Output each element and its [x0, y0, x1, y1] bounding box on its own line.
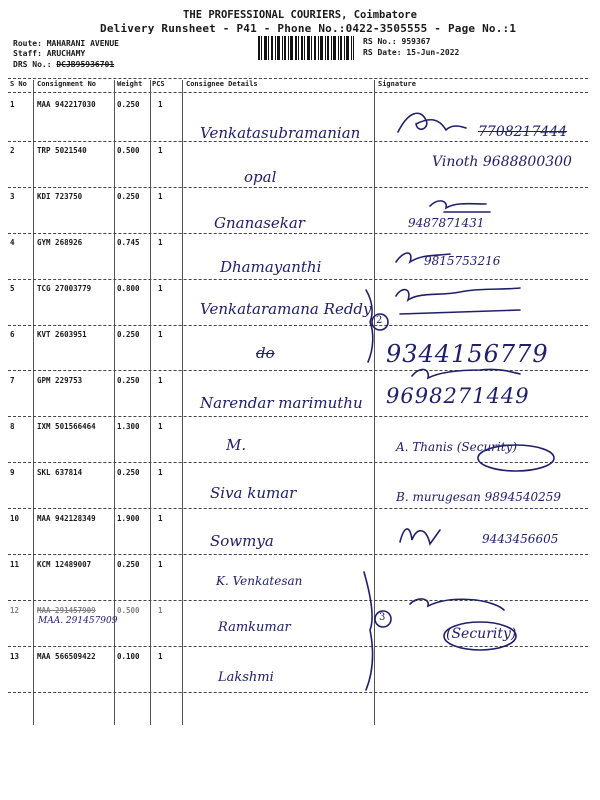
- row-signature: A. Thanis (Security): [396, 440, 518, 454]
- row-weight: 1.300: [117, 422, 140, 431]
- row-consignment: KCM 12489007: [37, 560, 92, 569]
- row-weight: 0.745: [117, 238, 140, 247]
- row-sno: 9: [10, 468, 15, 477]
- row-consignee: Siva kumar: [210, 484, 297, 502]
- row-consignment: IXM 501566464: [37, 422, 96, 431]
- row-pcs: 1: [158, 238, 163, 247]
- row-consignment: MAA 291457909: [37, 606, 96, 615]
- col-weight: Weight: [117, 80, 143, 88]
- row-weight: 0.250: [117, 192, 140, 201]
- row-consignee: M.: [226, 436, 247, 454]
- row-pcs: 1: [158, 192, 163, 201]
- row-signature: 9815753216: [424, 254, 501, 268]
- row-rule: [8, 325, 588, 326]
- row-signature: 9443456605: [482, 532, 559, 546]
- row-weight: 1.900: [117, 514, 140, 523]
- rs-number: RS No.: 959367: [363, 37, 431, 46]
- row-signature: 9698271449: [386, 384, 530, 408]
- barcode-icon: [258, 36, 354, 60]
- row-sno: 13: [10, 652, 20, 661]
- row-weight: 0.500: [117, 146, 140, 155]
- drs-value: DCJB95936701: [56, 60, 115, 69]
- row-consignee: Narendar marimuthu: [200, 394, 363, 412]
- row-sno: 10: [10, 514, 20, 523]
- signature-scribble-row-3: [430, 201, 490, 212]
- row-pcs: 1: [158, 514, 163, 523]
- column-divider: [374, 80, 375, 725]
- row-pcs: 1: [158, 606, 163, 615]
- col-signature: Signature: [378, 80, 416, 88]
- row-pcs: 1: [158, 284, 163, 293]
- row-consignee: do: [256, 344, 275, 362]
- runsheet-title: Delivery Runsheet - P41 - Phone No.:0422-3505555 - Page No.:1: [100, 22, 517, 35]
- row-weight: 0.250: [117, 560, 140, 569]
- signature-scribble-row-5: [396, 288, 520, 300]
- route-label: Route: MAHARANI AVENUE: [13, 39, 119, 48]
- row-signature: 9344156779: [386, 340, 549, 368]
- row-consignee: Sowmya: [210, 532, 274, 550]
- row-consignee: Lakshmi: [218, 670, 274, 685]
- group-bracket-rows-11-13: [364, 572, 373, 690]
- row-sno: 12: [10, 606, 20, 615]
- column-divider: [182, 80, 183, 725]
- underline-row-5-signature: [400, 310, 520, 314]
- row-rule: [8, 554, 588, 555]
- row-signature: B. murugesan 9894540259: [396, 490, 562, 504]
- row-consignment: TRP 5021540: [37, 146, 87, 155]
- row-consignment: MAA 942128349: [37, 514, 96, 523]
- row-weight: 0.800: [117, 284, 140, 293]
- row-rule: [8, 370, 588, 371]
- row-consignment: MAA 942217030: [37, 100, 96, 109]
- row-sno: 7: [10, 376, 15, 385]
- row-pcs: 1: [158, 468, 163, 477]
- row-sno: 5: [10, 284, 15, 293]
- col-consignee: Consignee Details: [186, 80, 258, 88]
- signature-scribble-row-10: [400, 529, 440, 544]
- row-pcs: 1: [158, 652, 163, 661]
- row-consignment: GPM 229753: [37, 376, 83, 385]
- row-sno: 1: [10, 100, 15, 109]
- row-pcs: 1: [158, 330, 163, 339]
- row-rule: [8, 416, 588, 417]
- header-rule-top: [8, 78, 588, 79]
- drs-number: [13, 60, 114, 69]
- group-count: 3: [379, 612, 386, 623]
- column-divider: [150, 80, 151, 725]
- row-consignee: Ramkumar: [218, 620, 291, 635]
- row-sno: 6: [10, 330, 15, 339]
- row-consignment: SKL 637814: [37, 468, 83, 477]
- row-rule: [8, 508, 588, 509]
- company-title: THE PROFESSIONAL COURIERS, Coimbatore: [183, 9, 417, 21]
- row-pcs: 1: [158, 100, 163, 109]
- row-rule: [8, 692, 588, 693]
- column-divider: [33, 80, 34, 725]
- col-consignment: Consignment No: [37, 80, 97, 88]
- row-sno: 11: [10, 560, 20, 569]
- row-rule: [8, 462, 588, 463]
- row-weight: 0.250: [117, 330, 140, 339]
- row-consignment: KDI 723750: [37, 192, 83, 201]
- row-weight: 0.250: [117, 468, 140, 477]
- col-sno: S No: [10, 80, 27, 88]
- row-signature: 7708217444: [478, 124, 568, 140]
- row-sno: 3: [10, 192, 15, 201]
- row-sno: 4: [10, 238, 15, 247]
- row-rule: [8, 600, 588, 601]
- row-consignment: KVT 2603951: [37, 330, 87, 339]
- group-count: 2: [376, 315, 383, 326]
- row-consignee: Venkataramana Reddy: [200, 300, 372, 318]
- row-rule: [8, 233, 588, 234]
- row-handwritten-consignment: MAA. 291457909: [38, 616, 118, 626]
- row-signature: Vinoth 9688800300: [432, 154, 572, 170]
- row-sno: 8: [10, 422, 15, 431]
- header-rule-bottom: [8, 92, 588, 93]
- row-rule: [8, 187, 588, 188]
- row-signature: 9487871431: [408, 216, 485, 230]
- row-rule: [8, 646, 588, 647]
- row-weight: 0.100: [117, 652, 140, 661]
- row-consignee: Gnanasekar: [214, 214, 305, 232]
- row-sno: 2: [10, 146, 15, 155]
- row-weight: 0.250: [117, 376, 140, 385]
- column-divider: [114, 80, 115, 725]
- col-pcs: PCS: [152, 80, 165, 88]
- row-consignee: Dhamayanthi: [220, 258, 322, 276]
- row-pcs: 1: [158, 376, 163, 385]
- row-consignment: GYM 268926: [37, 238, 83, 247]
- row-consignment: TCG 27003779: [37, 284, 92, 293]
- row-weight: 0.250: [117, 100, 140, 109]
- row-pcs: 1: [158, 146, 163, 155]
- staff-label: Staff: ARUCHAMY: [13, 49, 86, 58]
- row-pcs: 1: [158, 422, 163, 431]
- row-consignee: K. Venkatesan: [216, 574, 303, 588]
- rs-date: RS Date: 15-Jun-2022: [363, 48, 460, 57]
- row-signature: (Security): [446, 626, 517, 642]
- row-weight: 0.500: [117, 606, 140, 615]
- row-consignment: MAA 566509422: [37, 652, 96, 661]
- row-pcs: 1: [158, 560, 163, 569]
- row-consignee: opal: [244, 168, 277, 186]
- row-consignee: Venkatasubramanian: [200, 124, 361, 142]
- drs-label: DRS No.:: [13, 60, 57, 69]
- row-rule: [8, 279, 588, 280]
- signature-scribble-row-1: [398, 113, 466, 132]
